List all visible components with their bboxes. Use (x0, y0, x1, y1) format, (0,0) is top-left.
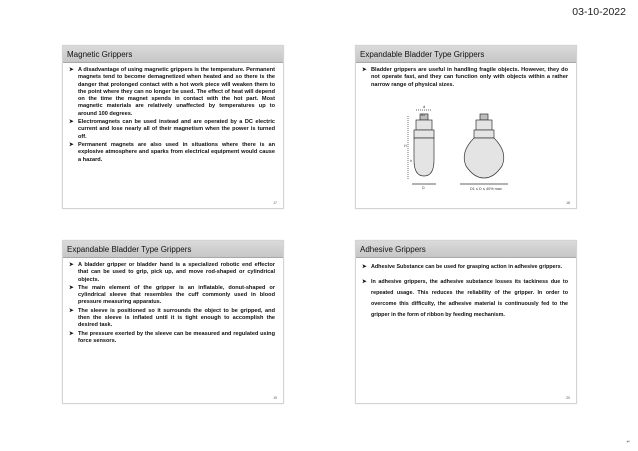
arrow-bullet-icon: ➤ (69, 262, 74, 268)
arrow-bullet-icon: ➤ (362, 279, 367, 285)
bullet-text: A bladder gripper or bladder hand is a specialized robotic end effector that can be used to grip, pick up, and move rod-shaped or cylindrical objects. (78, 262, 275, 283)
slide-title: Expandable Bladder Type Grippers (63, 241, 283, 258)
slide-page-number: 17 (273, 201, 277, 205)
arrow-bullet-icon: ➤ (69, 67, 74, 73)
deflated-gripper-illustration (408, 110, 436, 184)
dimension-label-D: D (422, 186, 425, 190)
slide-page-number: 20 (566, 396, 570, 400)
bullet-list (63, 63, 283, 164)
bullet-item (362, 277, 568, 321)
bullet-item (69, 262, 275, 284)
slide-page-number: 18 (566, 201, 570, 205)
slide-bladder-grippers-2[interactable] (62, 240, 284, 404)
slide-title: Expandable Bladder Type Grippers (356, 46, 576, 63)
slide-title: Magnetic Grippers (63, 46, 283, 63)
dimension-label-h: h (410, 159, 412, 163)
bullet-text: Bladder grippers are useful in handling fragile objects. However, they do not operate fast, and they can function only with objects within a rather narrow range of physical sizes. (371, 67, 568, 88)
bullet-list (356, 63, 576, 89)
bullet-text: In adhesive grippers, the adhesive substance losses its tackiness due to repeated usage. This reduces the reliability of the gripper. In order to overcome this difficulty, the adhesive material is continuously fed to the gripper in the form of ribbon by feeding mechanism. (371, 279, 568, 318)
bullet-text: A disadvantage of using magnetic grippers is the temperature. Permanent magnets tend to become demagnetized when heated and so there is the danger that prolonged contact with a hot work piece will weaken them to the point where they can no longer be used. The effect of heat will depend on the time the magnet spends in contact with the hot part. Most magnetic materials are relatively unaffected by temperatures up to around 100 degrees. (78, 67, 275, 117)
bullet-text: Electromagnets can be used instead and are operated by a DC electric current and lose nearly all of their magnetism when the power is turned off. (78, 119, 275, 140)
presentation-date: 03-10-2022 (572, 6, 626, 18)
bullet-item (69, 308, 275, 330)
bullet-item (362, 67, 568, 89)
arrow-bullet-icon: ➤ (362, 264, 367, 270)
inflated-gripper-illustration (460, 114, 508, 184)
slide-adhesive-grippers[interactable] (355, 240, 577, 404)
arrow-bullet-icon: ➤ (69, 307, 74, 314)
bullet-item (362, 262, 568, 273)
arrow-bullet-icon: ➤ (69, 119, 74, 126)
bullet-text: Permanent magnets are also used in situations where there is an explosive atmosphere and sparks from electrical equipment would cause a hazard. (78, 141, 275, 163)
arrow-bullet-icon: ➤ (69, 284, 74, 291)
slide-page-number: 19 (273, 396, 277, 400)
bullet-text: The main element of the gripper is an inflatable, donut-shaped or cylindrical sleeve that resembles the cuff commonly used in blood pressure measuring apparatus. (78, 284, 275, 306)
dimension-label-d1: d1 (421, 113, 425, 117)
bullet-item (69, 142, 275, 164)
bullet-item (69, 331, 275, 346)
slide-magnetic-grippers[interactable] (62, 45, 284, 209)
bullet-text: The sleeve is positioned so it surrounds the object to be gripped, and then the sleeve is inflated until it is tight enough to accomplish the desired task. (78, 307, 275, 329)
bullet-text: The pressure exerted by the sleeve can be measured and regulated using force sensors. (78, 330, 275, 344)
diagram-caption: D1 ≤ D ≤ 40% max (470, 187, 502, 191)
bullet-item (69, 285, 275, 307)
slide-title: Adhesive Grippers (356, 241, 576, 258)
arrow-bullet-icon: ➤ (69, 141, 74, 148)
bullet-item (69, 119, 275, 141)
dimension-label-H: H (404, 144, 407, 148)
bullet-text: Adhesive Substance can be used for grasping action in adhesive grippers. (371, 264, 563, 270)
arrow-bullet-icon: ➤ (362, 67, 367, 73)
bullet-list (356, 258, 576, 321)
bullet-list (63, 258, 283, 345)
arrow-bullet-icon: ➤ (69, 330, 74, 337)
dimension-label-d: d (423, 104, 426, 109)
bullet-item (69, 67, 275, 118)
slide-bladder-grippers-1[interactable] (355, 45, 577, 209)
bladder-gripper-diagram (394, 102, 544, 202)
page-corner-mark: ⌐ (626, 439, 630, 445)
